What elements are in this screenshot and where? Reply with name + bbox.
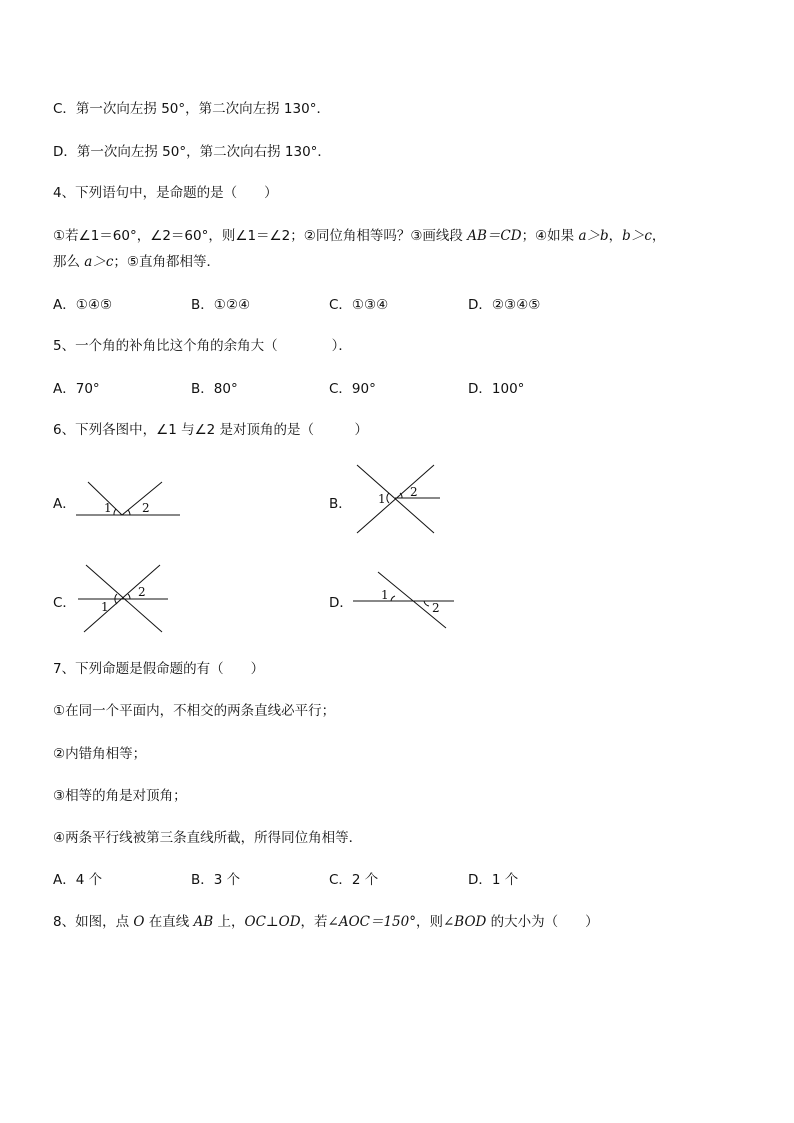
q8-text-c: 上，	[213, 914, 245, 930]
q7-stem: 7、下列命题是假命题的有（ ）	[53, 661, 265, 677]
q4-sep2: ，	[651, 228, 666, 244]
q6-stem: 6、下列各图中，∠1 与∠2 是对顶角的是（ ）	[53, 422, 369, 438]
q7-option-c: C．2 个	[329, 872, 379, 888]
q6-figure-d	[350, 567, 460, 632]
q6-figure-b	[350, 462, 445, 537]
q6-b-angle2-label: 2	[410, 485, 418, 499]
q4-cond3: a＞c	[84, 254, 114, 270]
q8-point-o: O	[133, 914, 145, 930]
q4-cond2: b＞c	[622, 228, 652, 244]
q4-option-a: A．①④⑤	[53, 297, 113, 313]
q4-option-c: C．①③④	[329, 297, 389, 313]
q7-option-b: B．3 个	[191, 872, 241, 888]
q6-d-angle2-label: 2	[432, 601, 440, 615]
q7-item-2: ②内错角相等；	[53, 746, 147, 762]
q4-text-c: 那么	[53, 254, 85, 270]
q4-stem: 4、下列语句中，是命题的是（ ）	[53, 185, 278, 201]
q6-fig-c-label: C．	[53, 595, 76, 611]
q4-statements-line1	[53, 227, 665, 245]
q3-option-c: C．第一次向左拐 50°，第二次向左拐 130°．	[53, 101, 330, 117]
q3-option-d: D．第一次向左拐 50°，第二次向右拐 130°．	[53, 144, 331, 160]
q4-statements-line2	[53, 253, 220, 271]
q5-option-a: A．70°	[53, 381, 100, 397]
q6-figure-a	[70, 475, 185, 525]
q7-option-a: A．4 个	[53, 872, 103, 888]
q6-a-angle1-label: 1	[104, 501, 112, 515]
q5-option-c: C．90°	[329, 381, 376, 397]
q8-line-ab: AB	[193, 914, 214, 930]
q8-text-b: 在直线	[144, 914, 194, 930]
q6-c-angle1-label: 1	[101, 600, 109, 614]
q7-item-4: ④两条平行线被第三条直线所截，所得同位角相等．	[53, 830, 363, 846]
q8-stem	[53, 913, 599, 931]
q7-item-1: ①在同一个平面内，不相交的两条直线必平行；	[53, 703, 336, 719]
q4-text-b: ；④如果	[521, 228, 579, 244]
q8-text-e: ，则	[416, 914, 443, 930]
q6-a-angle2-label: 2	[142, 501, 150, 515]
q4-cond1: a＞b	[578, 228, 609, 244]
q4-option-d: D．②③④⑤	[468, 297, 541, 313]
q8-angle-aoc: ∠AOC＝150°	[327, 914, 416, 930]
q4-segment: AB＝CD	[467, 228, 522, 244]
q7-option-d: D．1 个	[468, 872, 519, 888]
q6-d-angle1-label: 1	[381, 588, 389, 602]
q6-fig-b-label: B．	[329, 496, 352, 512]
q8-text-a: 8、如图，点	[53, 914, 134, 930]
q4-text-d: ；⑤直角都相等．	[113, 254, 221, 270]
q4-text-a: ①若∠1＝60°，∠2＝60°，则∠1＝∠2；②同位角相等吗？③画线段	[53, 228, 468, 244]
q6-c-angle2-label: 2	[138, 585, 146, 599]
q4-sep: ，	[608, 228, 623, 244]
q5-option-b: B．80°	[191, 381, 238, 397]
q6-fig-a-label: A．	[53, 496, 76, 512]
q8-text-d: ，若	[300, 914, 328, 930]
q8-angle-bod: ∠BOD	[443, 914, 487, 930]
q4-option-b: B．①②④	[191, 297, 251, 313]
q8-text-f: 的大小为（ ）	[486, 914, 599, 930]
q7-item-3: ③相等的角是对顶角；	[53, 788, 187, 804]
q6-fig-d-label: D．	[329, 595, 353, 611]
q8-perpendicular: OC⊥OD	[244, 914, 301, 930]
q5-option-d: D．100°	[468, 381, 525, 397]
q5-stem: 5、一个角的补角比这个角的余角大（ ）．	[53, 338, 352, 354]
q6-b-angle1-label: 1	[378, 492, 386, 506]
q6-figure-c	[74, 562, 174, 637]
